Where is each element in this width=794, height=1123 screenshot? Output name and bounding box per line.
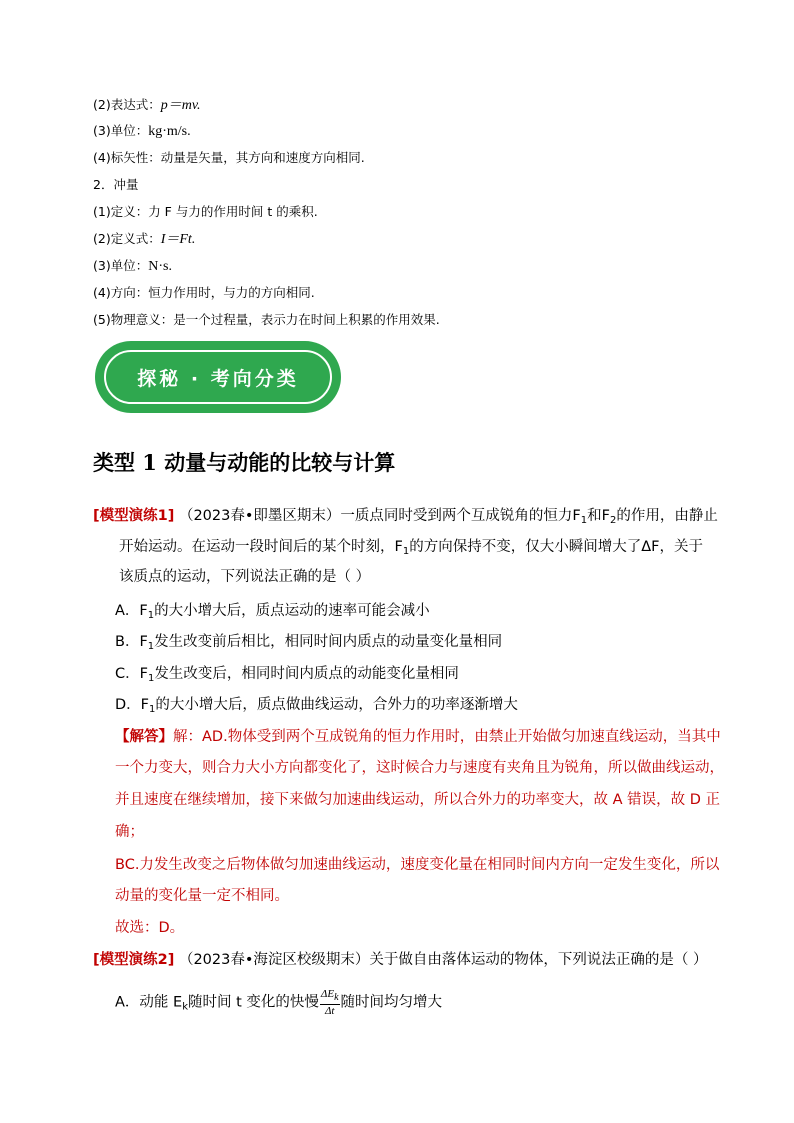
section-title: 类型 1 动量与动能的比较与计算	[93, 450, 396, 475]
q1-option-c: C．$F_1$发生改变后，相同时间内质点的动能变化量相同	[115, 666, 459, 684]
answer-tag: 【解答】	[115, 729, 173, 745]
q2-tag: [模型演练2]	[93, 952, 175, 968]
impulse-heading: 2．冲量	[93, 177, 139, 192]
momentum-expression: (2)表达式：p＝mv.	[93, 97, 201, 113]
q1-choice: 故选：D。	[115, 920, 185, 936]
impulse-direction: (4)方向：恒力作用时，与力的方向相同.	[93, 285, 315, 300]
impulse-definition: (1)定义：力 F 与力的作用时间 t 的乘积.	[93, 204, 318, 219]
momentum-vector: (4)标矢性：动量是矢量，其方向和速度方向相同.	[93, 150, 365, 165]
q1-stem-line1: [模型演练1] （2023春•即墨区期末）一质点同时受到两个互成锐角的恒力$F_1$和$F_2$的作用，由静止	[93, 508, 718, 526]
q1-answer-line4: 确；	[115, 824, 144, 840]
section-banner	[95, 341, 341, 413]
q1-answer-line5: BC.力发生改变之后物体做匀加速曲线运动，速度变化量在相同时间内方向一定发生变化，所以	[115, 857, 720, 873]
q1-stem-line2: 开始运动。在运动一段时间后的某个时刻，$F_1$的方向保持不变，仅大小瞬间增大了ΔF，关于	[119, 539, 703, 557]
impulse-meaning: (5)物理意义：是一个过程量，表示力在时间上积累的作用效果.	[93, 312, 440, 327]
q1-stem-line3: 该质点的运动，下列说法正确的是（ ）	[119, 569, 371, 585]
momentum-unit: (3)单位：kg·m/s.	[93, 123, 191, 139]
q1-answer-line2: 一个力变大，则合力大小方向都变化了，这时候合力与速度有夹角且为锐角，所以做曲线运动，	[115, 760, 724, 776]
q2-stem: [模型演练2] （2023春•海淀区校级期末）关于做自由落体运动的物体，下列说法正确的是（ ）	[93, 952, 708, 968]
q1-option-b: B．$F_1$发生改变前后相比，相同时间内质点的动量变化量相同	[115, 634, 503, 652]
q2-option-a: A．动能 $E_k$随时间 t 变化的快慢 $\frac{\Delta E_k}{\Delta t}$ 随时间均匀增大	[115, 988, 443, 1017]
impulse-unit: (3)单位：N·s.	[93, 258, 172, 274]
banner-text: 探秘 · 考向分类	[137, 367, 299, 390]
delta-ek-over-delta-t: $\frac{\Delta E_k}{\Delta t}$	[320, 988, 339, 1017]
q1-answer-line1: 【解答】解：AD.物体受到两个互成锐角的恒力作用时，由禁止开始做匀加速直线运动，当其中	[115, 729, 721, 745]
q1-answer-line3: 并且速度在继续增加，接下来做匀加速曲线运动，所以合外力的功率变大，故 A 错误，故 D 正	[115, 792, 721, 808]
q1-option-a: A．$F_1$的大小增大后，质点运动的速率可能会减小	[115, 603, 430, 621]
q1-tag: [模型演练1]	[93, 508, 175, 524]
q1-answer-line6: 动量的变化量一定不相同。	[115, 888, 289, 904]
q1-option-d: D．$F_1$的大小增大后，质点做曲线运动，合外力的功率逐渐增大	[115, 697, 518, 715]
impulse-formula: (2)定义式：I＝Ft.	[93, 231, 196, 247]
